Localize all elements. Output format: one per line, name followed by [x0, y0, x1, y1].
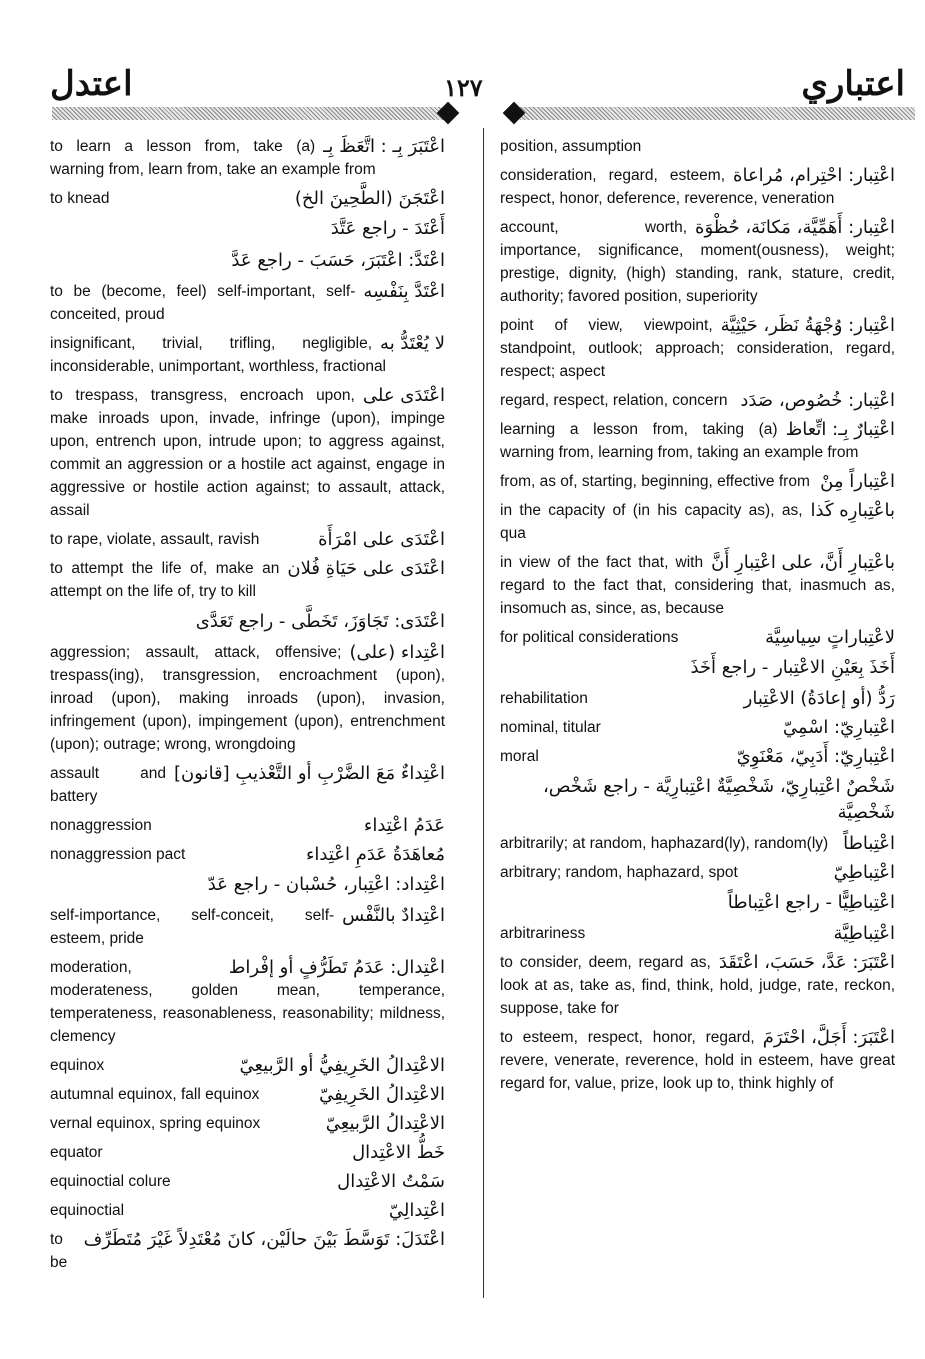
arabic-headword: اعْتَدَّ: اعْتَبَرَ، حَسَبَ - راجع عَدَّ: [231, 250, 445, 271]
arabic-headword: اعْتِبار: خُصُوص، صَدَد: [740, 390, 895, 411]
english-definition: moderation, moderateness, golden mean, temperance, temperateness, reasonableness, reasonability; mildness, clemency: [50, 959, 445, 1045]
english-definition: vernal equinox, spring equinox: [50, 1115, 261, 1132]
arabic-headword: اعْتِبار: وُجْهَةُ نَظَر، حَيْثِيَّة: [720, 315, 895, 336]
dictionary-entry: [500, 551, 895, 620]
arabic-headword: لاعْتِباراتٍ سِياسِيَّة: [765, 627, 895, 648]
english-definition: nonaggression: [50, 817, 152, 834]
english-definition: to attempt the life of, make an attempt on the life of, try to kill: [50, 560, 280, 600]
english-definition: from, as of, starting, beginning, effective from: [500, 473, 810, 490]
english-definition: assault and battery: [50, 765, 167, 805]
arabic-headword: اعْتِدال: عَدَمُ تَطَرُّفٍ أو إفْراط: [228, 957, 445, 978]
english-definition: to be (become, feel) self-important, self-conceited, proud: [50, 283, 356, 323]
english-definition: account, worth, importance, significance, moment(ousness), weight; prestige, dignity, (high) standing, rank, stature, credit, authority; favored position, superiority: [500, 219, 895, 305]
arabic-headword: اعْتِبارِيّ: أَدَبِيّ، مَعْنَوِيّ: [736, 746, 895, 767]
english-definition: to trespass, transgress, encroach upon, make inroads upon, invade, infringe (upon), impinge upon, entrench upon, intrude upon; to aggress against, commit an aggression or a hostile act against, engage in aggressive or hostile action against; to assault, attack, assail: [50, 387, 445, 519]
diamond-ornament-right: [503, 102, 526, 125]
arabic-headword: اعْتِباطاً: [843, 833, 895, 854]
arabic-headword: اعْتَدَى على امْرَأَة: [318, 529, 445, 550]
english-definition: to consider, deem, regard as, look at as, take as, find, think, hold, judge, rate, reckon, suppose, take for: [500, 954, 895, 1017]
dictionary-entry: [50, 248, 445, 274]
arabic-headword: الاعْتِدالُ الرَّبيعِيّ: [325, 1113, 445, 1134]
arabic-headword: الاعْتِدالُ الخَرِيفِيُّ أو الرَّبيعِيّ: [239, 1055, 445, 1076]
english-definition: arbitrarily; at random, haphazard(ly), random(ly): [500, 835, 829, 852]
english-definition: in the capacity of (in his capacity as), as, qua: [500, 502, 803, 542]
page-number: ١٢٧: [444, 73, 483, 102]
arabic-headword: عَدَمُ اعْتِداء: [363, 815, 445, 836]
english-definition: to esteem, respect, honor, regard, revere, venerate, reverence, hold in esteem, have great regard for, value, prize, look up to, think highly of: [500, 1029, 895, 1092]
dictionary-entry: [500, 389, 895, 412]
english-definition: learning a lesson from, taking (a) warning from, learning from, taking an example from: [500, 421, 859, 461]
dictionary-entry: [50, 557, 445, 603]
dictionary-entry: [500, 135, 895, 158]
dictionary-entry: [50, 1054, 445, 1077]
arabic-headword: اعْتَدَلَ: تَوَسَّطَ بَيْنَ حالَيْن، كانَ مُعْتَدِلاً غَيْرَ مُتَطَرِّف: [83, 1229, 445, 1250]
arabic-headword: مُعاهَدَةُ عَدَمِ اعْتِداء: [305, 844, 445, 865]
header-rule-left: [52, 107, 444, 120]
dictionary-entry: [50, 872, 445, 898]
arabic-headword: أَخَذَ بِعَيْنِ الاعْتِبار - راجع أَخَذَ: [690, 657, 895, 678]
dictionary-entry: [50, 843, 445, 866]
dictionary-entry: [500, 418, 895, 464]
english-definition: position, assumption: [500, 138, 642, 155]
arabic-headword: سَمْتُ الاعْتِدال: [337, 1171, 445, 1192]
dictionary-entry: [500, 216, 895, 308]
arabic-headword: اعْتِدادٌ بالنَّفْس: [342, 905, 445, 926]
english-definition: autumnal equinox, fall equinox: [50, 1086, 260, 1103]
english-definition: nonaggression pact: [50, 846, 186, 863]
arabic-headword: لا يُعْتَدُّ به: [380, 333, 445, 354]
arabic-headword: شَخْصٌ اعْتِبارِيّ، شَخْصِيَّةٌ اعْتِبارِيَّة - راجع شَخْص، شَخْصِيَّة: [542, 776, 895, 823]
dictionary-entry: [50, 641, 445, 756]
dictionary-entry: [50, 135, 445, 181]
dictionary-entry: [50, 904, 445, 950]
english-definition: nominal, titular: [500, 719, 601, 736]
dictionary-entry: [50, 762, 445, 808]
english-definition: for political considerations: [500, 629, 679, 646]
arabic-headword: باعْتِبارِه كَذا: [810, 500, 895, 521]
english-definition: to learn a lesson from, take (a) warning from, learn from, take an example from: [50, 138, 376, 178]
dictionary-entry: [500, 890, 895, 916]
arabic-headword: اعْتِداء (على): [349, 642, 445, 663]
dictionary-entry: [500, 687, 895, 710]
dictionary-entry: [500, 655, 895, 681]
arabic-headword: اعْتِباراً مِنْ: [820, 471, 895, 492]
arabic-headword: اعْتَبَرَ بِـ : اتَّعَظَ بِـ: [323, 136, 445, 157]
english-definition: rehabilitation: [500, 690, 588, 707]
dictionary-entry: [50, 216, 445, 242]
dictionary-entry: [50, 332, 445, 378]
dictionary-entry: [50, 956, 445, 1048]
arabic-headword: اعْتَدَى على: [362, 385, 445, 406]
dictionary-entry: [50, 814, 445, 837]
dictionary-entry: [50, 384, 445, 522]
arabic-headword: اعْتِداءٌ مَعَ الضَّرْبِ أو التَّعْذيبِ [قانون]: [174, 763, 445, 784]
arabic-headword: اعْتِباطِيّ: [833, 862, 895, 883]
arabic-headword: اعْتِبار: أَهَمِّيَّة، مَكانَة، حُظْوَة: [695, 217, 895, 238]
english-definition: arbitrary; random, haphazard, spot: [500, 864, 738, 881]
english-definition: aggression; assault, attack, offensive; trespass(ing), transgression, encroachment (upon), inroad (upon), making inroads (upon), invasion, infringement (upon), impingement (upon), entrenchment (upon); outrage; wrong, wrongdoing: [50, 644, 445, 753]
english-definition: regard, respect, relation, concern: [500, 392, 728, 409]
english-definition: to rape, violate, assault, ravish: [50, 531, 260, 548]
right-column: [500, 135, 895, 1101]
dictionary-entry: [50, 1228, 445, 1274]
dictionary-entry: [50, 609, 445, 635]
arabic-headword: اعْتَدَّ بِنَفْسِه: [363, 281, 445, 302]
english-definition: equator: [50, 1144, 103, 1161]
dictionary-entry: [500, 164, 895, 210]
dictionary-entry: [500, 1026, 895, 1095]
arabic-headword: اعْتِباطِيًّا - راجع اعْتِباطاً: [727, 892, 895, 913]
dictionary-entry: [500, 716, 895, 739]
arabic-headword: اعْتِبارٌ بِـ: اتِّعاظ: [785, 419, 895, 440]
dictionary-entry: [50, 1170, 445, 1193]
arabic-headword: أَعْتَدَ - راجع عَتَّدَ: [330, 218, 445, 239]
dictionary-entry: [500, 774, 895, 826]
english-definition: moral: [500, 748, 539, 765]
left-column: [50, 135, 445, 1280]
english-definition: equinox: [50, 1057, 105, 1074]
running-header-left: اعتدل: [50, 64, 133, 104]
dictionary-entry: [50, 528, 445, 551]
dictionary-entry: [500, 922, 895, 945]
english-definition: equinoctial colure: [50, 1173, 171, 1190]
arabic-headword: اعْتِبارِيّ: اسْمِيّ: [782, 717, 895, 738]
english-definition: consideration, regard, esteem, respect, honor, deference, reverence, veneration: [500, 167, 835, 207]
arabic-headword: اعْتَبَرَ: أَجَلَّ، احْتَرَمَ: [762, 1027, 895, 1048]
arabic-headword: اعْتِباطِيَّة: [833, 923, 895, 944]
arabic-headword: اعْتِبار: احْتِرام، مُراعاة: [733, 165, 895, 186]
header-rule-right: [520, 107, 915, 120]
arabic-headword: اعْتَبَرَ: عَدَّ، حَسَبَ، اعْتَقَدَ: [718, 952, 895, 973]
arabic-headword: اعْتِدالِيّ: [388, 1200, 445, 1221]
dictionary-entry: [50, 1199, 445, 1222]
english-definition: in view of the fact that, with regard to the fact that, considering that, inasmuch as, insomuch as, since, as, because: [500, 554, 895, 617]
arabic-headword: خَطُّ الاعْتِدال: [352, 1142, 445, 1163]
dictionary-entry: [500, 470, 895, 493]
arabic-headword: الاعْتِدالُ الخَرِيفِيّ: [319, 1084, 445, 1105]
arabic-headword: اعْتِداد: اعْتِبار، حُسْبان - راجع عَدّ: [207, 874, 445, 895]
dictionary-entry: [500, 745, 895, 768]
dictionary-entry: [50, 1083, 445, 1106]
column-divider: [483, 128, 484, 1298]
arabic-headword: رَدُّ (أو إعادَةُ) الاعْتِبار: [743, 688, 895, 709]
dictionary-entry: [50, 187, 445, 210]
arabic-headword: اعْتَدَى على حَيَاةِ فُلان: [287, 558, 445, 579]
english-definition: self-importance, self-conceit, self-esteem, pride: [50, 907, 335, 947]
english-definition: arbitrariness: [500, 925, 586, 942]
dictionary-entry: [50, 280, 445, 326]
english-definition: to knead: [50, 190, 110, 207]
dictionary-entry: [50, 1112, 445, 1135]
arabic-headword: اعْتَدَى: تَجَاوَزَ، تَخَطَّى - راجع تَعَدَّى: [195, 611, 445, 632]
english-definition: insignificant, trivial, trifling, negligible, inconsiderable, unimportant, worthless, fractional: [50, 335, 387, 375]
diamond-ornament-left: [437, 102, 460, 125]
arabic-headword: باعْتِبارِ أَنَّ، على اعْتِبارِ أَنَّ: [711, 552, 895, 573]
english-definition: to be: [50, 1231, 68, 1271]
dictionary-entry: [500, 832, 895, 855]
english-definition: point of view, viewpoint, standpoint, outlook; approach; consideration, regard, respect; aspect: [500, 317, 895, 380]
dictionary-entry: [500, 861, 895, 884]
dictionary-entry: [500, 626, 895, 649]
dictionary-entry: [50, 1141, 445, 1164]
english-definition: equinoctial: [50, 1202, 125, 1219]
arabic-headword: اعْتَجَنَ (الطَّحِينَ الخ): [294, 188, 445, 209]
dictionary-entry: [500, 951, 895, 1020]
dictionary-entry: [500, 314, 895, 383]
dictionary-entry: [500, 499, 895, 545]
running-header-right: اعتباري: [801, 64, 905, 104]
